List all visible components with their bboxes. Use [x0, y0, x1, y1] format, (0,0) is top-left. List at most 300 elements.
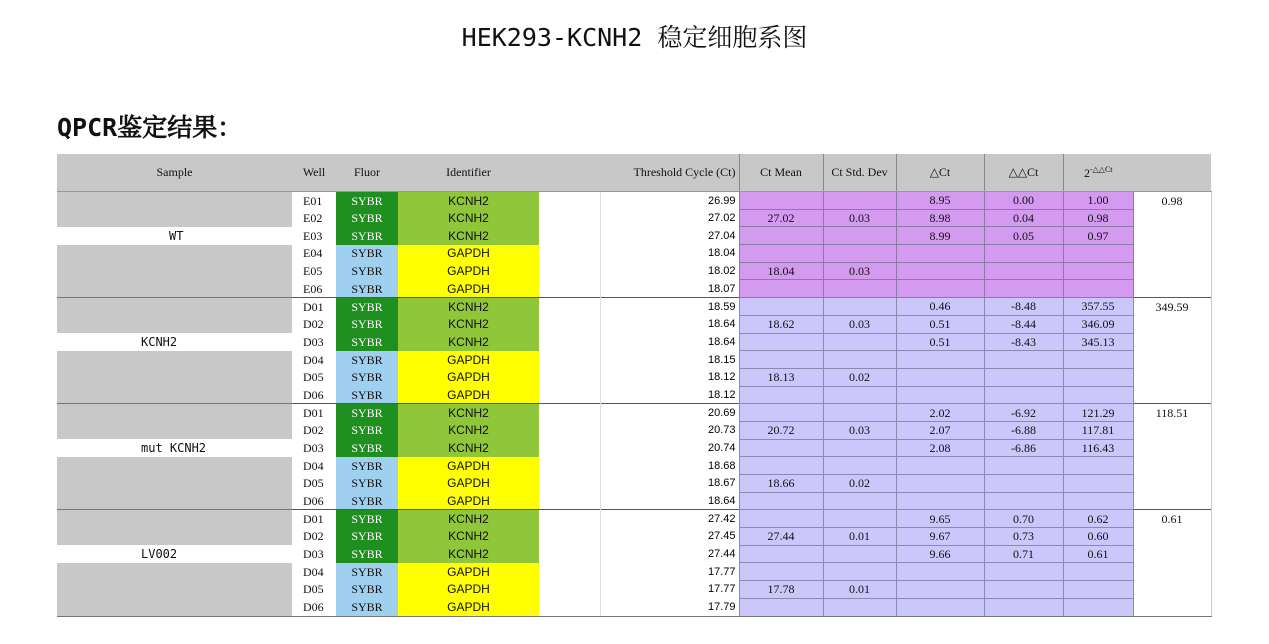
ct-sd-cell	[823, 439, 896, 457]
ct-mean-cell: 27.02	[739, 209, 823, 227]
ddct-cell: 0.73	[984, 528, 1063, 546]
ct-sd-cell	[823, 386, 896, 404]
ct-sd-cell	[823, 227, 896, 245]
fold-cell	[1063, 457, 1133, 475]
identifier-cell: GAPDH	[398, 475, 539, 493]
ct-sd-cell: 0.03	[823, 421, 896, 439]
well-cell: D02	[292, 528, 336, 546]
ct-sd-cell: 0.01	[823, 528, 896, 546]
identifier-cell: KCNH2	[398, 192, 539, 210]
ct-mean-cell	[739, 439, 823, 457]
ct-mean-cell: 27.44	[739, 528, 823, 546]
table-row	[57, 351, 1211, 369]
table-header-row	[57, 154, 1211, 192]
final-cell: 0.61	[1133, 510, 1211, 528]
sample-cell	[57, 475, 292, 493]
ct-sd-cell	[823, 404, 896, 422]
header-dct: △Ct	[896, 154, 984, 192]
spacer-cell	[539, 192, 600, 210]
dct-cell: 2.07	[896, 421, 984, 439]
ct-cell: 27.42	[600, 510, 739, 528]
spacer-cell	[539, 280, 600, 298]
ct-cell: 27.04	[600, 227, 739, 245]
identifier-cell: GAPDH	[398, 280, 539, 298]
ct-sd-cell	[823, 245, 896, 263]
ddct-cell	[984, 581, 1063, 599]
identifier-cell: GAPDH	[398, 245, 539, 263]
ddct-cell	[984, 563, 1063, 581]
ct-cell: 20.74	[600, 439, 739, 457]
ct-sd-cell	[823, 598, 896, 616]
ct-cell: 18.07	[600, 280, 739, 298]
well-cell: E04	[292, 245, 336, 263]
identifier-cell: KCNH2	[398, 528, 539, 546]
spacer-cell	[539, 475, 600, 493]
identifier-cell: KCNH2	[398, 209, 539, 227]
final-cell: 0.98	[1133, 192, 1211, 210]
header-final	[1133, 154, 1211, 192]
sample-cell	[57, 404, 292, 422]
final-cell: 118.51	[1133, 404, 1211, 422]
final-cell: 349.59	[1133, 298, 1211, 316]
fold-cell: 116.43	[1063, 439, 1133, 457]
qpcr-results-table	[57, 154, 1212, 617]
well-cell: D01	[292, 404, 336, 422]
final-cell	[1133, 209, 1211, 227]
ct-mean-cell	[739, 227, 823, 245]
identifier-cell: KCNH2	[398, 404, 539, 422]
fluor-cell: SYBR	[336, 510, 398, 528]
fluor-cell: SYBR	[336, 386, 398, 404]
identifier-cell: GAPDH	[398, 262, 539, 280]
identifier-cell: KCNH2	[398, 510, 539, 528]
sample-cell	[57, 510, 292, 528]
spacer-cell	[539, 368, 600, 386]
table-row	[57, 280, 1211, 298]
well-cell: D04	[292, 563, 336, 581]
spacer-cell	[539, 563, 600, 581]
fold-cell: 0.97	[1063, 227, 1133, 245]
ct-sd-cell	[823, 545, 896, 563]
ddct-cell: -6.86	[984, 439, 1063, 457]
spacer-cell	[539, 386, 600, 404]
final-cell	[1133, 262, 1211, 280]
spacer-cell	[539, 245, 600, 263]
spacer-cell	[539, 492, 600, 510]
identifier-cell: GAPDH	[398, 563, 539, 581]
spacer-cell	[539, 439, 600, 457]
well-cell: E02	[292, 209, 336, 227]
fold-cell: 0.62	[1063, 510, 1133, 528]
ct-mean-cell: 20.72	[739, 421, 823, 439]
table-row	[57, 475, 1211, 493]
dct-cell: 9.66	[896, 545, 984, 563]
dct-cell: 8.99	[896, 227, 984, 245]
ct-mean-cell	[739, 245, 823, 263]
ddct-cell: -6.88	[984, 421, 1063, 439]
final-cell	[1133, 457, 1211, 475]
dct-cell	[896, 351, 984, 369]
well-cell: D03	[292, 333, 336, 351]
ct-cell: 27.44	[600, 545, 739, 563]
ddct-cell	[984, 475, 1063, 493]
dct-cell: 0.51	[896, 315, 984, 333]
ct-cell: 18.68	[600, 457, 739, 475]
ct-mean-cell	[739, 510, 823, 528]
ct-sd-cell: 0.03	[823, 262, 896, 280]
ct-sd-cell: 0.02	[823, 475, 896, 493]
ct-mean-cell	[739, 545, 823, 563]
table-row	[57, 563, 1211, 581]
header-sample: Sample	[57, 154, 292, 192]
dct-cell	[896, 581, 984, 599]
final-cell	[1133, 475, 1211, 493]
ct-cell: 18.02	[600, 262, 739, 280]
ct-mean-cell: 18.62	[739, 315, 823, 333]
dct-cell	[896, 262, 984, 280]
sample-cell	[57, 280, 292, 298]
spacer-cell	[539, 262, 600, 280]
dct-cell	[896, 457, 984, 475]
dct-cell	[896, 280, 984, 298]
header-ct: Threshold Cycle (Ct)	[600, 154, 739, 192]
table-row	[57, 245, 1211, 263]
fluor-cell: SYBR	[336, 333, 398, 351]
ct-sd-cell: 0.02	[823, 368, 896, 386]
sample-cell: WT	[57, 227, 292, 245]
table-row	[57, 404, 1211, 422]
header-spacer	[539, 154, 600, 192]
sample-cell	[57, 457, 292, 475]
spacer-cell	[539, 528, 600, 546]
table-row	[57, 439, 1211, 457]
spacer-cell	[539, 421, 600, 439]
ct-cell: 27.45	[600, 528, 739, 546]
fluor-cell: SYBR	[336, 563, 398, 581]
table-row	[57, 545, 1211, 563]
ddct-cell	[984, 457, 1063, 475]
well-cell: D02	[292, 421, 336, 439]
dct-cell	[896, 475, 984, 493]
ct-cell: 18.67	[600, 475, 739, 493]
sample-cell: LV002	[57, 545, 292, 563]
ddct-cell: 0.05	[984, 227, 1063, 245]
identifier-cell: GAPDH	[398, 581, 539, 599]
fold-cell	[1063, 581, 1133, 599]
final-cell	[1133, 421, 1211, 439]
sample-cell	[57, 528, 292, 546]
sample-cell	[57, 421, 292, 439]
well-cell: E03	[292, 227, 336, 245]
identifier-cell: KCNH2	[398, 545, 539, 563]
sample-cell	[57, 492, 292, 510]
ct-mean-cell	[739, 351, 823, 369]
well-cell: D01	[292, 510, 336, 528]
sample-cell: mut KCNH2	[57, 439, 292, 457]
fluor-cell: SYBR	[336, 298, 398, 316]
sample-cell	[57, 262, 292, 280]
fluor-cell: SYBR	[336, 192, 398, 210]
header-ct-mean: Ct Mean	[739, 154, 823, 192]
spacer-cell	[539, 351, 600, 369]
dct-cell	[896, 368, 984, 386]
sample-cell	[57, 598, 292, 616]
well-cell: D01	[292, 298, 336, 316]
fluor-cell: SYBR	[336, 315, 398, 333]
sample-cell	[57, 298, 292, 316]
spacer-cell	[539, 333, 600, 351]
identifier-cell: GAPDH	[398, 386, 539, 404]
sample-cell	[57, 351, 292, 369]
fluor-cell: SYBR	[336, 439, 398, 457]
ct-cell: 20.73	[600, 421, 739, 439]
identifier-cell: KCNH2	[398, 315, 539, 333]
sample-cell: KCNH2	[57, 333, 292, 351]
fluor-cell: SYBR	[336, 475, 398, 493]
dct-cell: 2.02	[896, 404, 984, 422]
ddct-cell	[984, 245, 1063, 263]
fluor-cell: SYBR	[336, 421, 398, 439]
ddct-cell: -8.43	[984, 333, 1063, 351]
table-row	[57, 333, 1211, 351]
table-row	[57, 192, 1211, 210]
ct-mean-cell	[739, 492, 823, 510]
final-cell	[1133, 245, 1211, 263]
well-cell: D05	[292, 475, 336, 493]
fluor-cell: SYBR	[336, 351, 398, 369]
ct-sd-cell: 0.03	[823, 209, 896, 227]
dct-cell: 8.95	[896, 192, 984, 210]
fluor-cell: SYBR	[336, 245, 398, 263]
well-cell: E01	[292, 192, 336, 210]
ct-sd-cell	[823, 510, 896, 528]
spacer-cell	[539, 315, 600, 333]
well-cell: D03	[292, 439, 336, 457]
header-identifier: Identifier	[398, 154, 539, 192]
fluor-cell: SYBR	[336, 262, 398, 280]
ct-sd-cell	[823, 492, 896, 510]
ct-cell: 17.77	[600, 581, 739, 599]
ddct-cell: 0.04	[984, 209, 1063, 227]
ddct-cell	[984, 368, 1063, 386]
table-row	[57, 510, 1211, 528]
ct-cell: 18.04	[600, 245, 739, 263]
fluor-cell: SYBR	[336, 280, 398, 298]
fluor-cell: SYBR	[336, 581, 398, 599]
fold-cell: 0.61	[1063, 545, 1133, 563]
table-row	[57, 457, 1211, 475]
dct-cell: 8.98	[896, 209, 984, 227]
ct-cell: 18.59	[600, 298, 739, 316]
table-row	[57, 227, 1211, 245]
ct-sd-cell	[823, 457, 896, 475]
ct-sd-cell	[823, 351, 896, 369]
ddct-cell: 0.70	[984, 510, 1063, 528]
ct-cell: 17.77	[600, 563, 739, 581]
table-row	[57, 528, 1211, 546]
fold-cell: 357.55	[1063, 298, 1133, 316]
final-cell	[1133, 333, 1211, 351]
identifier-cell: GAPDH	[398, 598, 539, 616]
sample-cell	[57, 368, 292, 386]
table-row	[57, 421, 1211, 439]
fold-cell: 0.60	[1063, 528, 1133, 546]
well-cell: D02	[292, 315, 336, 333]
header-fold	[1063, 154, 1133, 192]
fold-cell	[1063, 492, 1133, 510]
sample-cell	[57, 209, 292, 227]
well-cell: D04	[292, 457, 336, 475]
document-title: HEK293-KCNH2 稳定细胞系图	[461, 23, 808, 52]
final-cell	[1133, 386, 1211, 404]
identifier-cell: KCNH2	[398, 439, 539, 457]
spacer-cell	[539, 457, 600, 475]
dct-cell: 0.46	[896, 298, 984, 316]
fold-cell	[1063, 368, 1133, 386]
table-row	[57, 298, 1211, 316]
fold-cell	[1063, 262, 1133, 280]
dct-cell: 9.65	[896, 510, 984, 528]
ct-cell: 18.12	[600, 368, 739, 386]
identifier-cell: KCNH2	[398, 298, 539, 316]
ct-sd-cell	[823, 280, 896, 298]
ct-cell: 18.64	[600, 315, 739, 333]
ct-mean-cell	[739, 333, 823, 351]
ct-cell: 18.64	[600, 492, 739, 510]
ddct-cell	[984, 492, 1063, 510]
identifier-cell: KCNH2	[398, 421, 539, 439]
final-cell	[1133, 227, 1211, 245]
table-row	[57, 386, 1211, 404]
final-cell	[1133, 315, 1211, 333]
ddct-cell	[984, 598, 1063, 616]
spacer-cell	[539, 298, 600, 316]
fold-cell	[1063, 598, 1133, 616]
header-fold-exponent: -△△Ct	[1089, 164, 1113, 174]
ddct-cell: 0.00	[984, 192, 1063, 210]
fold-cell: 1.00	[1063, 192, 1133, 210]
final-cell	[1133, 280, 1211, 298]
ddct-cell: -8.44	[984, 315, 1063, 333]
fold-cell	[1063, 386, 1133, 404]
ct-mean-cell	[739, 192, 823, 210]
table-row	[57, 598, 1211, 616]
identifier-cell: KCNH2	[398, 227, 539, 245]
spacer-cell	[539, 581, 600, 599]
dct-cell	[896, 563, 984, 581]
ct-cell: 27.02	[600, 209, 739, 227]
fold-cell: 346.09	[1063, 315, 1133, 333]
section-heading: QPCR鉴定结果：	[57, 113, 243, 142]
sample-cell	[57, 192, 292, 210]
sample-cell	[57, 315, 292, 333]
ct-sd-cell: 0.01	[823, 581, 896, 599]
ddct-cell: 0.71	[984, 545, 1063, 563]
final-cell	[1133, 598, 1211, 616]
ct-cell: 20.69	[600, 404, 739, 422]
dct-cell	[896, 245, 984, 263]
identifier-cell: KCNH2	[398, 333, 539, 351]
table-row	[57, 368, 1211, 386]
ct-cell: 17.79	[600, 598, 739, 616]
dct-cell	[896, 492, 984, 510]
ddct-cell	[984, 351, 1063, 369]
fluor-cell: SYBR	[336, 457, 398, 475]
ct-mean-cell	[739, 404, 823, 422]
identifier-cell: GAPDH	[398, 492, 539, 510]
dct-cell: 9.67	[896, 528, 984, 546]
ct-sd-cell	[823, 563, 896, 581]
fold-cell: 121.29	[1063, 404, 1133, 422]
sample-cell	[57, 563, 292, 581]
ddct-cell	[984, 386, 1063, 404]
ddct-cell	[984, 280, 1063, 298]
table-row	[57, 209, 1211, 227]
fluor-cell: SYBR	[336, 209, 398, 227]
ct-mean-cell	[739, 563, 823, 581]
spacer-cell	[539, 209, 600, 227]
spacer-cell	[539, 227, 600, 245]
ddct-cell: -6.92	[984, 404, 1063, 422]
fluor-cell: SYBR	[336, 227, 398, 245]
fold-cell	[1063, 475, 1133, 493]
fluor-cell: SYBR	[336, 404, 398, 422]
table-row	[57, 581, 1211, 599]
fold-cell	[1063, 351, 1133, 369]
fluor-cell: SYBR	[336, 598, 398, 616]
well-cell: E06	[292, 280, 336, 298]
well-cell: D05	[292, 368, 336, 386]
ct-sd-cell	[823, 333, 896, 351]
ct-mean-cell	[739, 457, 823, 475]
ct-mean-cell: 17.78	[739, 581, 823, 599]
well-cell: D03	[292, 545, 336, 563]
header-ddct: △△Ct	[984, 154, 1063, 192]
dct-cell	[896, 386, 984, 404]
ct-mean-cell	[739, 298, 823, 316]
ct-cell: 18.15	[600, 351, 739, 369]
identifier-cell: GAPDH	[398, 368, 539, 386]
table-row	[57, 315, 1211, 333]
ct-mean-cell: 18.66	[739, 475, 823, 493]
fluor-cell: SYBR	[336, 528, 398, 546]
ct-cell: 26.99	[600, 192, 739, 210]
well-cell: D06	[292, 386, 336, 404]
ct-mean-cell	[739, 598, 823, 616]
final-cell	[1133, 351, 1211, 369]
table-row	[57, 262, 1211, 280]
final-cell	[1133, 581, 1211, 599]
table-body	[57, 192, 1211, 617]
fold-cell: 345.13	[1063, 333, 1133, 351]
identifier-cell: GAPDH	[398, 457, 539, 475]
spacer-cell	[539, 404, 600, 422]
fold-cell	[1063, 245, 1133, 263]
final-cell	[1133, 563, 1211, 581]
fluor-cell: SYBR	[336, 368, 398, 386]
sample-cell	[57, 386, 292, 404]
final-cell	[1133, 368, 1211, 386]
final-cell	[1133, 528, 1211, 546]
spacer-cell	[539, 545, 600, 563]
well-cell: D06	[292, 492, 336, 510]
header-fold-base: 2	[1083, 165, 1090, 180]
sample-cell	[57, 581, 292, 599]
fluor-cell: SYBR	[336, 492, 398, 510]
table-row	[57, 492, 1211, 510]
well-cell: E05	[292, 262, 336, 280]
spacer-cell	[539, 598, 600, 616]
